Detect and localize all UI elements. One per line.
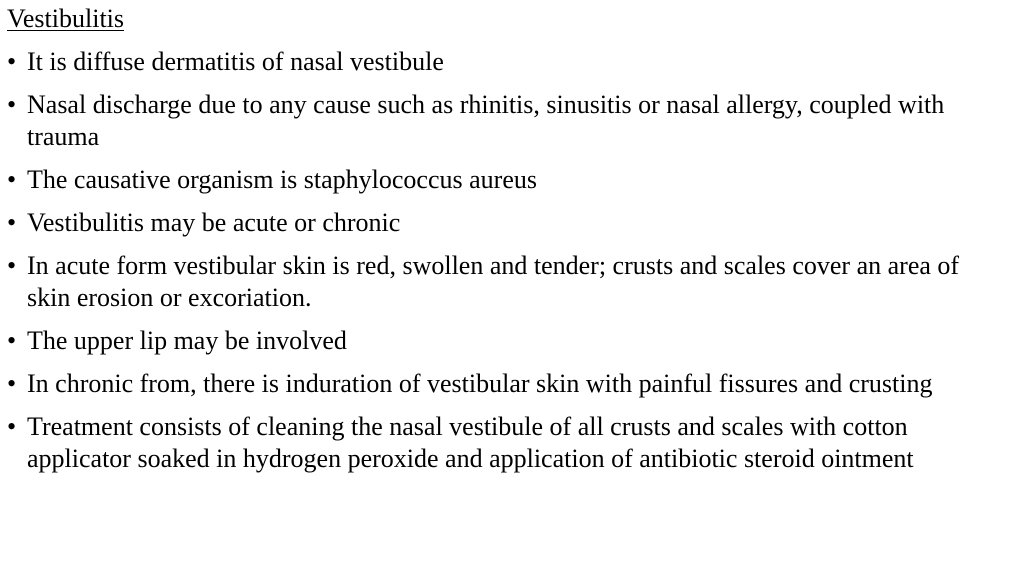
- bullet-item: [7, 250, 1007, 314]
- bullet-item: [7, 207, 1007, 239]
- bullet-text: It is diffuse dermatitis of nasal vestibule: [27, 47, 444, 76]
- bullet-icon: •: [7, 47, 17, 76]
- bullet-icon: •: [7, 251, 17, 280]
- bullet-list: [7, 46, 1007, 486]
- bullet-icon: •: [7, 369, 17, 398]
- bullet-text: The causative organism is staphylococcus aureus: [27, 165, 537, 194]
- bullet-item: [7, 164, 1007, 196]
- bullet-text: In acute form vestibular skin is red, swollen and tender; crusts and scales cover an area of skin erosion or excoriation.: [27, 251, 960, 312]
- bullet-text: The upper lip may be involved: [27, 326, 347, 355]
- bullet-item: [7, 325, 1007, 357]
- bullet-item: [7, 368, 1007, 400]
- bullet-item: [7, 89, 1007, 153]
- bullet-icon: •: [7, 165, 17, 194]
- bullet-text: Vestibulitis may be acute or chronic: [27, 208, 401, 237]
- bullet-icon: •: [7, 208, 17, 237]
- bullet-item: [7, 46, 1007, 78]
- bullet-text: Nasal discharge due to any cause such as rhinitis, sinusitis or nasal allergy, coupled with trauma: [27, 90, 945, 151]
- bullet-icon: •: [7, 412, 17, 441]
- bullet-text: In chronic from, there is induration of vestibular skin with painful fissures and crusting: [27, 369, 933, 398]
- bullet-icon: •: [7, 90, 17, 119]
- bullet-text: Treatment consists of cleaning the nasal vestibule of all crusts and scales with cotton applicator soaked in hydrogen peroxide and application of antibiotic steroid ointment: [27, 412, 914, 473]
- bullet-item: [7, 411, 1007, 475]
- slide-title: Vestibulitis: [7, 4, 125, 33]
- bullet-icon: •: [7, 326, 17, 355]
